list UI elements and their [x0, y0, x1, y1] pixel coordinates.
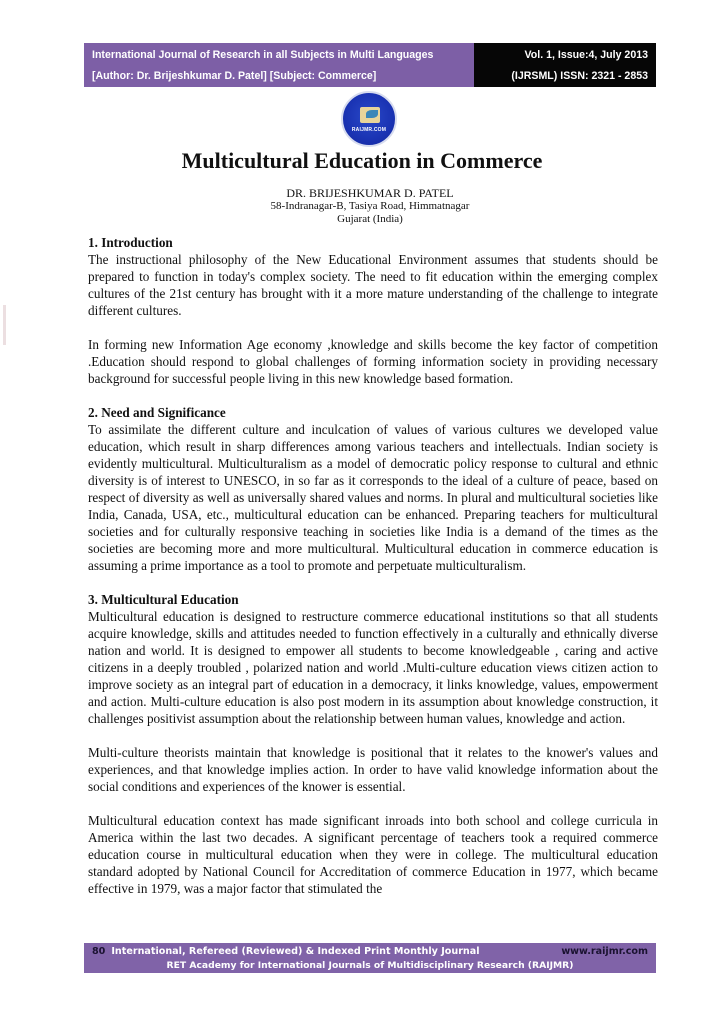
- journal-header: [84, 43, 656, 87]
- page-number: 80: [92, 946, 106, 957]
- author-address-line1: 58-Indranagar-B, Tasiya Road, Himmatnagar: [270, 200, 470, 212]
- paragraph: Multi-culture theorists maintain that knowledge is positional that it relates to the knower's values and experiences, and that knowledge implies action. In order to have valid knowledge information about the social conditions and experiences of the knower is essential.: [88, 745, 658, 794]
- footer-row-1: [92, 945, 648, 959]
- journal-type: International, Refereed (Reviewed) & Indexed Print Monthly Journal: [111, 946, 480, 957]
- article-title: Multicultural Education in Commerce: [181, 148, 543, 173]
- paragraph: To assimilate the different culture and inculcation of values of various cultures we developed value education, which result in sharp differences among various teachers and intellectuals. Indian society is evidently multicultural. Multiculturalism as a model of democratic policy response to cultural and ethnic diversity is of interest to UNESCO, in so far as it corresponds to the ideal of a culture of peace, based on respect of diversity as well as universally shared values and norms. In plural and multicultural societies like India, Canada, USA, etc., multicultural education can be enhanced. Preparing teachers for multicultural societies and for culturally responsive teaching in societies like India is a demand of the times as the societies are becoming more and more multicultural. Multicultural education in commerce education is assuming a prime importance as a tool to promote and perpetuate multiculturalism.: [88, 422, 658, 573]
- journal-header-right: [474, 43, 656, 87]
- logo-text: RAIJMR.COM: [351, 127, 387, 133]
- journal-header-left: [84, 43, 474, 87]
- section-heading-multicultural-education: 3. Multicultural Education: [88, 592, 239, 607]
- journal-footer: [84, 943, 656, 973]
- publisher: RET Academy for International Journals of Multidisciplinary Research (RAIJMR): [166, 960, 574, 971]
- raijmr-logo-icon: [341, 91, 397, 147]
- footer-left: [92, 945, 480, 959]
- issn: (IJRSML) ISSN: 2321 - 2853: [511, 70, 648, 82]
- section-heading-need-significance: 2. Need and Significance: [88, 405, 226, 420]
- author-name: DR. BRIJESHKUMAR D. PATEL: [286, 186, 454, 200]
- paragraph: In forming new Information Age economy ,knowledge and skills become the key factor of competition .Education should respond to global challenges of forming information society in providing necessary background for successful people living in this new knowledge based formation.: [88, 337, 658, 386]
- author-address-line2: Gujarat (India): [337, 213, 403, 225]
- journal-title: International Journal of Research in all Subjects in Multi Languages: [92, 49, 434, 61]
- paragraph: The instructional philosophy of the New Educational Environment assumes that students should be prepared to function in today's complex society. The need to fit education within the emerging complex cultures of the 21st century has brought with it a more mature understanding of the challenge to integrate different cultures.: [88, 252, 658, 318]
- scan-edge-mark: [3, 305, 6, 345]
- author-subject: [Author: Dr. Brijeshkumar D. Patel] [Subject: Commerce]: [92, 70, 377, 82]
- journal-url-link[interactable]: www.raijmr.com: [561, 946, 648, 957]
- author-block: [0, 187, 724, 226]
- paragraph: Multicultural education is designed to restructure commerce educational institutions so that all students acquire knowledge, skills and attitudes needed to function effectively in a culturally and ethnically diverse nation and world. It is designed to empower all students to become knowledgeable , caring and active citizens in a deeply troubled , polarized nation and world .Multi-culture education views citizen action to improve society as an integral part of education in a democracy, it links knowledge, values, empowerment and action. Multi-culture education is also post modern in its assumption about knowledge construction, it challenges positivist assumption about the relationship between human values, knowledge and action.: [88, 609, 658, 726]
- section-heading-introduction: 1. Introduction: [88, 235, 173, 250]
- volume-issue: Vol. 1, Issue:4, July 2013: [524, 49, 648, 61]
- logo-emblem-icon: [360, 107, 380, 123]
- article-body: [88, 234, 658, 897]
- paragraph: Multicultural education context has made significant inroads into both school and college curricula in America within the last two decades. A significant percentage of teachers took a required commerce education course in multicultural education when they were in college. The multicultural education standard adopted by National Council for Accreditation of commerce Education in 1977, which became effective in 1979, was a major factor that stimulated the: [88, 813, 658, 896]
